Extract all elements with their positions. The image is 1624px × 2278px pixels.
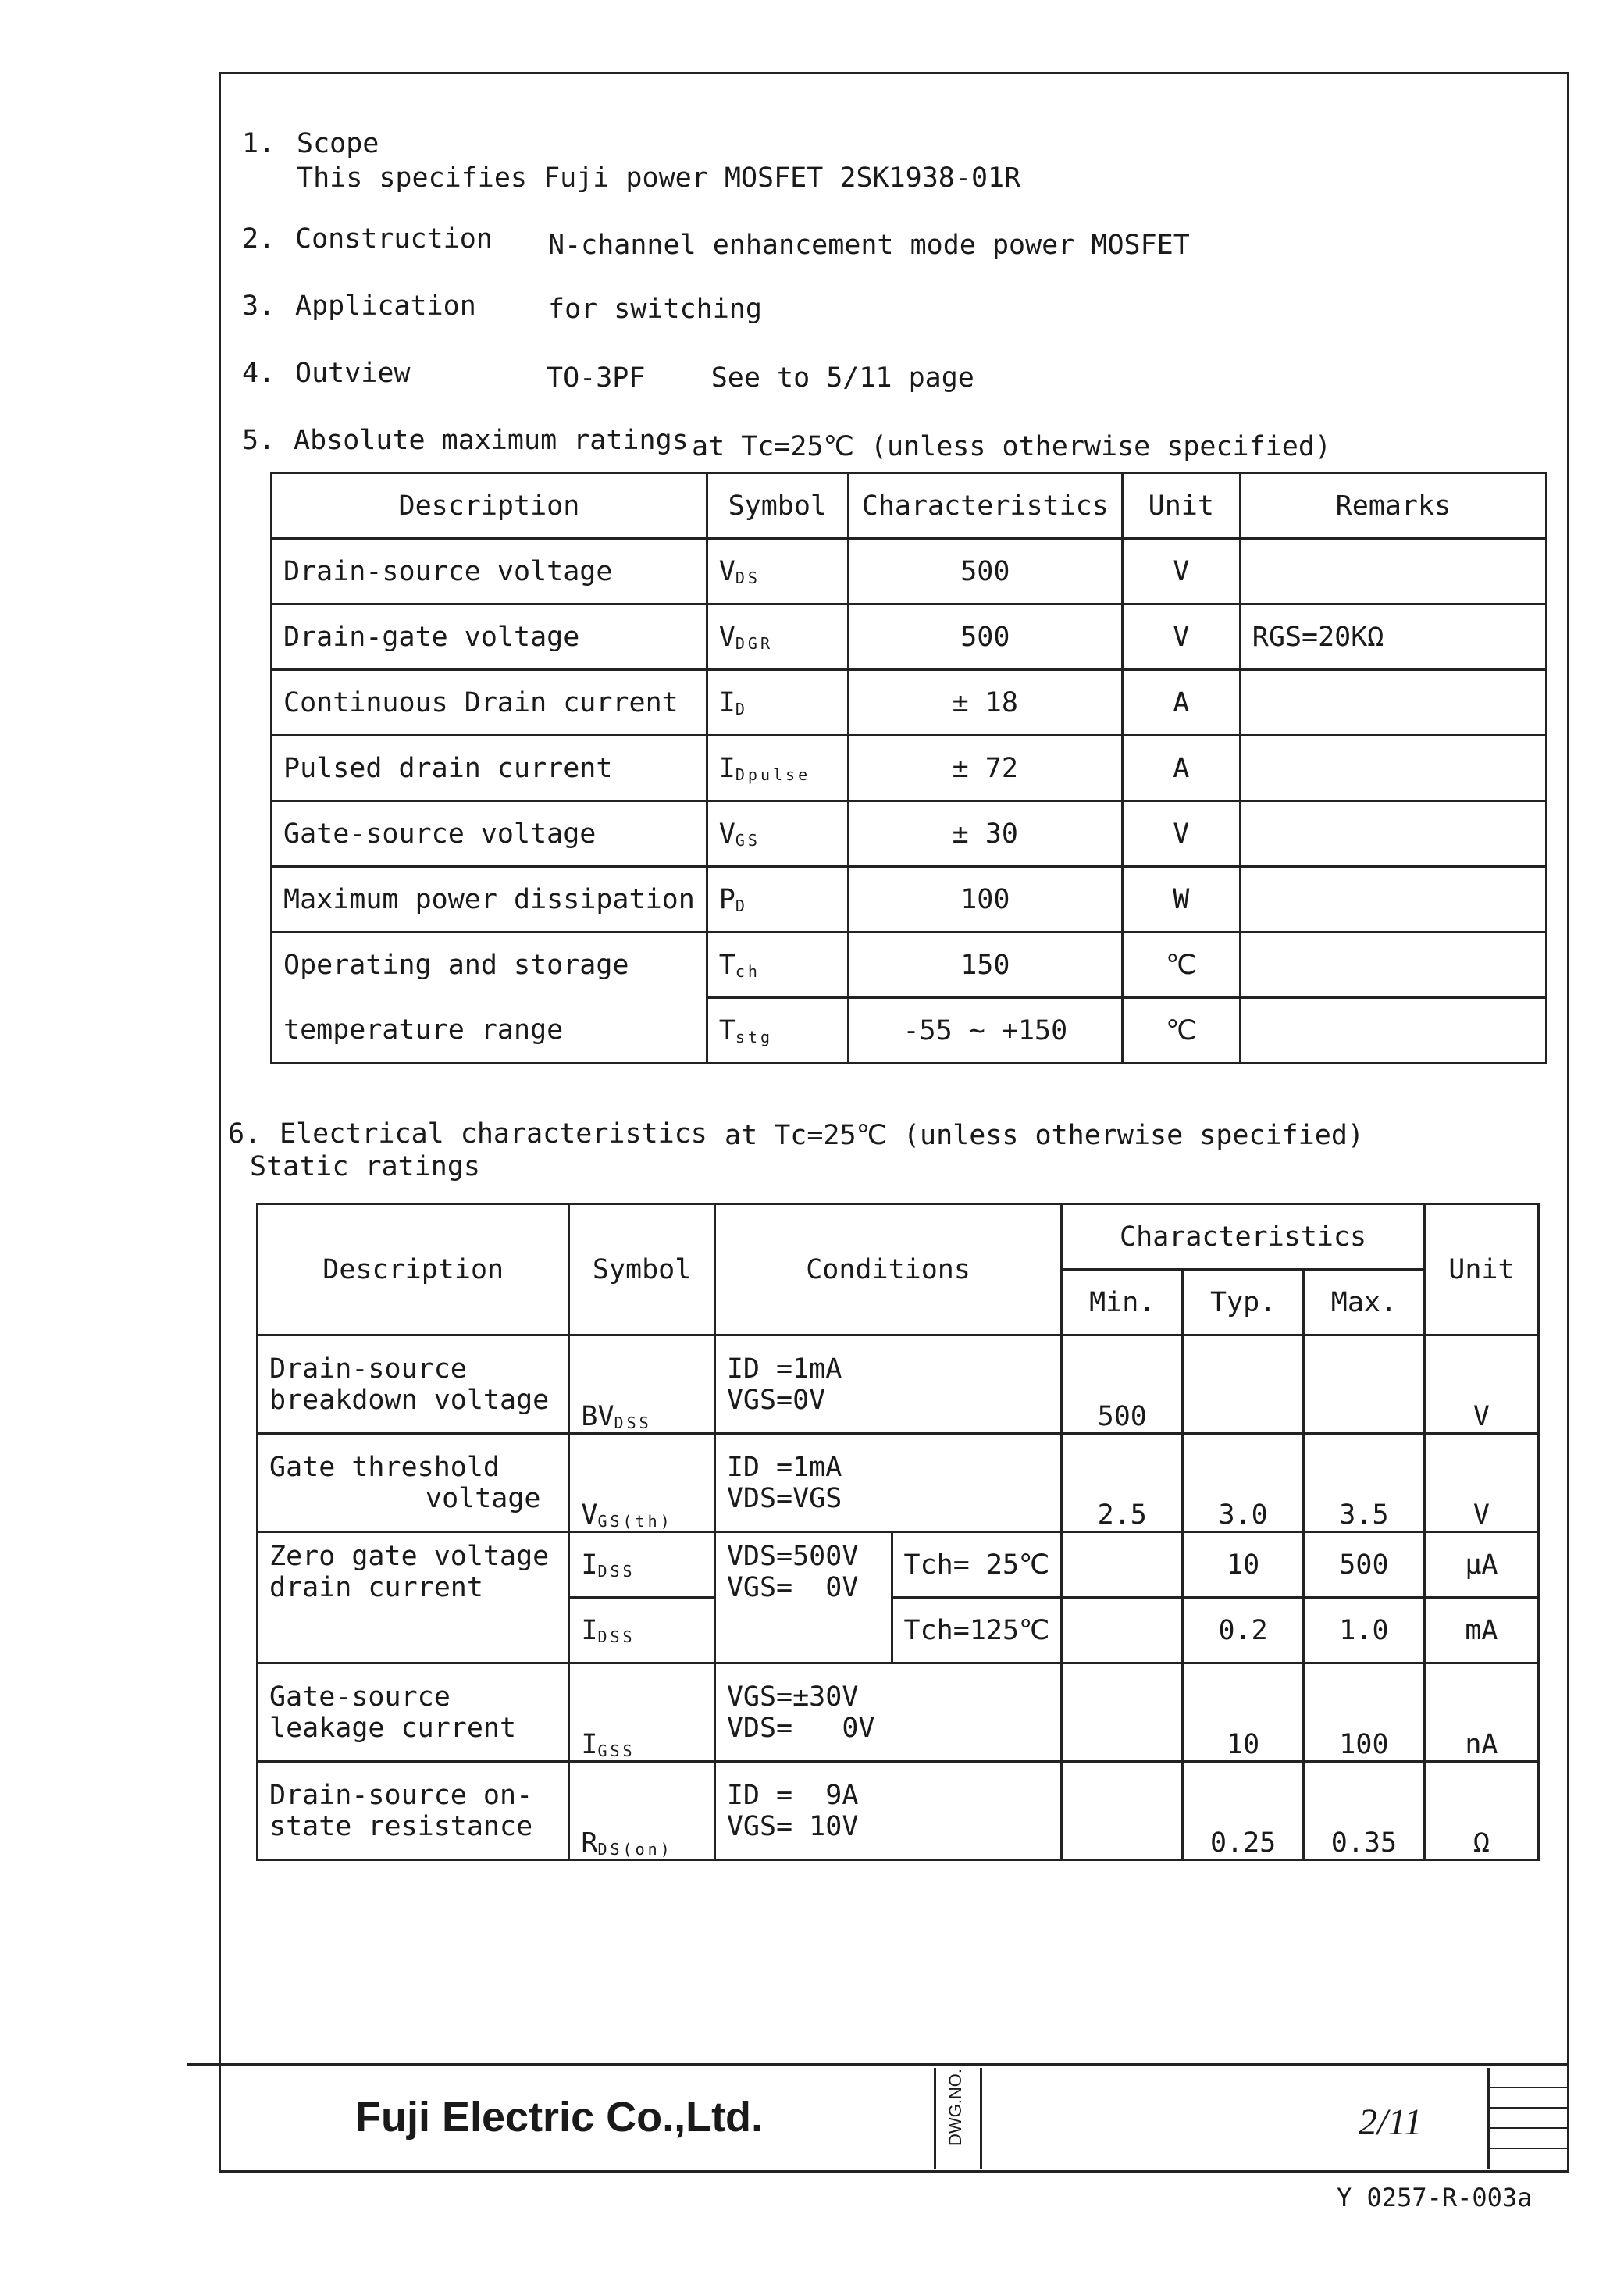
col-description: Description: [272, 473, 707, 539]
row-remarks: [1240, 670, 1546, 736]
section6-subtitle: Static ratings: [250, 1151, 481, 1182]
row-description: Continuous Drain current: [272, 670, 707, 736]
row-typ: 0.25: [1183, 1762, 1304, 1860]
outview-value: TO-3PF See to 5/11 page: [547, 362, 974, 394]
row-value: ± 30: [848, 801, 1122, 867]
construction-value: N-channel enhancement mode power MOSFET: [548, 230, 1190, 261]
row-typ: [1183, 1335, 1304, 1434]
col-typ: Typ.: [1183, 1270, 1304, 1335]
row-min: 2.5: [1062, 1434, 1183, 1532]
table-row: [272, 539, 1547, 604]
row-value: 100: [848, 867, 1122, 932]
row-symbol: $T_{stg}$: [707, 998, 848, 1064]
row-description: Drain-source on- state resistance: [258, 1762, 569, 1860]
row-remarks: RGS=20KΩ: [1240, 604, 1546, 670]
col-symbol: Symbol: [707, 473, 848, 539]
col-unit: Unit: [1424, 1204, 1538, 1335]
company-name: Fuji Electric Co.,Ltd.: [355, 2094, 764, 2141]
application-value: for switching: [548, 294, 762, 325]
scope-number: 1.: [242, 128, 276, 159]
section5-title: Absolute maximum ratings: [294, 425, 689, 456]
row-description: Gate-source leakage current: [258, 1663, 569, 1762]
row-temperature: Tch=125℃: [892, 1598, 1062, 1663]
table-row: [272, 604, 1547, 670]
row-description: Maximum power dissipation: [272, 867, 707, 932]
row-unit: nA: [1424, 1663, 1538, 1762]
outview-label: Outview: [295, 358, 411, 389]
col-characteristics: Characteristics: [848, 473, 1122, 539]
drawing-number-label: DWG.NO.: [946, 2069, 965, 2146]
item-number: 2.: [242, 223, 276, 255]
section6-title: Electrical characteristics: [280, 1118, 707, 1150]
col-max: Max.: [1304, 1270, 1425, 1335]
table-row: [258, 1335, 1539, 1434]
section6-number: 6.: [228, 1118, 262, 1150]
row-unit: ℃: [1122, 998, 1240, 1064]
row-symbol: $V_{GS}$: [707, 801, 848, 867]
row-typ: 10: [1183, 1532, 1304, 1598]
row-value: 500: [848, 539, 1122, 604]
row-description: Drain-source breakdown voltage: [258, 1335, 569, 1434]
row-max: 1.0: [1304, 1598, 1425, 1663]
row-symbol: $I_D$: [707, 670, 848, 736]
row-unit: V: [1122, 604, 1240, 670]
row-symbol: $R_{DS(on)}$: [569, 1762, 714, 1860]
row-unit: V: [1424, 1335, 1538, 1434]
row-max: [1304, 1335, 1425, 1434]
row-symbol: $V_{GS(th)}$: [569, 1434, 714, 1532]
row-unit: V: [1424, 1434, 1538, 1532]
row-max: 100: [1304, 1663, 1425, 1762]
row-description: Operating and storage: [272, 932, 707, 998]
table-row: [272, 932, 1547, 998]
row-symbol: $I_{Dpulse}$: [707, 736, 848, 801]
section5-number: 5.: [242, 425, 276, 456]
row-conditions: VDS=500V VGS= 0V: [714, 1532, 892, 1663]
row-conditions: VGS=±30V VDS= 0V: [714, 1663, 1062, 1762]
row-value: ± 18: [848, 670, 1122, 736]
row-symbol: $I_{DSS}$: [569, 1598, 714, 1663]
row-conditions: ID = 9A VGS= 10V: [714, 1762, 1062, 1860]
table-row: [272, 801, 1547, 867]
row-description: Drain-gate voltage: [272, 604, 707, 670]
row-remarks: [1240, 932, 1546, 998]
table-row: [258, 1434, 1539, 1532]
row-description: Gate threshold voltage: [258, 1434, 569, 1532]
table-row: [272, 867, 1547, 932]
col-conditions: Conditions: [714, 1204, 1062, 1335]
row-symbol: $I_{DSS}$: [569, 1532, 714, 1598]
row-min: [1062, 1598, 1183, 1663]
row-unit: W: [1122, 867, 1240, 932]
col-unit: Unit: [1122, 473, 1240, 539]
row-remarks: [1240, 867, 1546, 932]
row-remarks: [1240, 736, 1546, 801]
row-max: 3.5: [1304, 1434, 1425, 1532]
row-symbol: $T_{ch}$: [707, 932, 848, 998]
table-row: [258, 1762, 1539, 1860]
row-symbol: $V_{DS}$: [707, 539, 848, 604]
row-typ: 10: [1183, 1663, 1304, 1762]
row-remarks: [1240, 998, 1546, 1064]
row-unit: mA: [1424, 1598, 1538, 1663]
row-typ: 3.0: [1183, 1434, 1304, 1532]
section5-condition: at Tc=25℃ (unless otherwise specified): [692, 431, 1331, 462]
row-unit: A: [1122, 670, 1240, 736]
absolute-max-ratings-table: [270, 472, 1547, 1064]
row-remarks: [1240, 539, 1546, 604]
table-row: [272, 736, 1547, 801]
col-description: Description: [258, 1204, 569, 1335]
scope-text: This specifies Fuji power MOSFET 2SK1938-01R: [297, 162, 1021, 194]
construction-label: Construction: [295, 223, 493, 255]
row-symbol: $P_D$: [707, 867, 848, 932]
row-min: 500: [1062, 1335, 1183, 1434]
row-value: -55 ~ +150: [848, 998, 1122, 1064]
table-row: [258, 1663, 1539, 1762]
row-unit: A: [1122, 736, 1240, 801]
row-unit: ℃: [1122, 932, 1240, 998]
table-row: [272, 998, 1547, 1064]
table-row: [258, 1532, 1539, 1598]
col-symbol: Symbol: [569, 1204, 714, 1335]
row-value: 150: [848, 932, 1122, 998]
row-max: 500: [1304, 1532, 1425, 1598]
row-description: Drain-source voltage: [272, 539, 707, 604]
item-number: 4.: [242, 358, 276, 389]
col-characteristics: Characteristics: [1062, 1204, 1424, 1270]
row-temperature: Tch= 25℃: [892, 1532, 1062, 1598]
row-typ: 0.2: [1183, 1598, 1304, 1663]
electrical-characteristics-table: [256, 1203, 1540, 1861]
row-value: ± 72: [848, 736, 1122, 801]
row-min: [1062, 1532, 1183, 1598]
row-description: Gate-source voltage: [272, 801, 707, 867]
row-unit: V: [1122, 801, 1240, 867]
document-reference: Y 0257-R-003a: [1337, 2183, 1533, 2212]
item-number: 3.: [242, 291, 276, 322]
col-remarks: Remarks: [1240, 473, 1546, 539]
col-min: Min.: [1062, 1270, 1183, 1335]
row-conditions: ID =1mA VDS=VGS: [714, 1434, 1062, 1532]
table-row: [272, 670, 1547, 736]
drawing-number-box: [934, 2068, 982, 2169]
row-conditions: ID =1mA VGS=0V: [714, 1335, 1062, 1434]
section6-condition: at Tc=25℃ (unless otherwise specified): [725, 1120, 1364, 1151]
title-block-rule: [187, 2063, 1569, 2066]
row-value: 500: [848, 604, 1122, 670]
row-unit: V: [1122, 539, 1240, 604]
row-description: Pulsed drain current: [272, 736, 707, 801]
row-description: temperature range: [272, 998, 707, 1064]
row-remarks: [1240, 801, 1546, 867]
row-symbol: $BV_{DSS}$: [569, 1335, 714, 1434]
row-symbol: $I_{GSS}$: [569, 1663, 714, 1762]
row-max: 0.35: [1304, 1762, 1425, 1860]
row-min: [1062, 1762, 1183, 1860]
scope-title: Scope: [297, 128, 379, 159]
row-unit: μA: [1424, 1532, 1538, 1598]
revision-grid: [1487, 2068, 1568, 2169]
row-unit: Ω: [1424, 1762, 1538, 1860]
row-min: [1062, 1663, 1183, 1762]
row-description: Zero gate voltage drain current: [258, 1532, 569, 1663]
application-label: Application: [295, 291, 476, 322]
page-number: 2/11: [1359, 2102, 1423, 2143]
row-symbol: $V_{DGR}$: [707, 604, 848, 670]
